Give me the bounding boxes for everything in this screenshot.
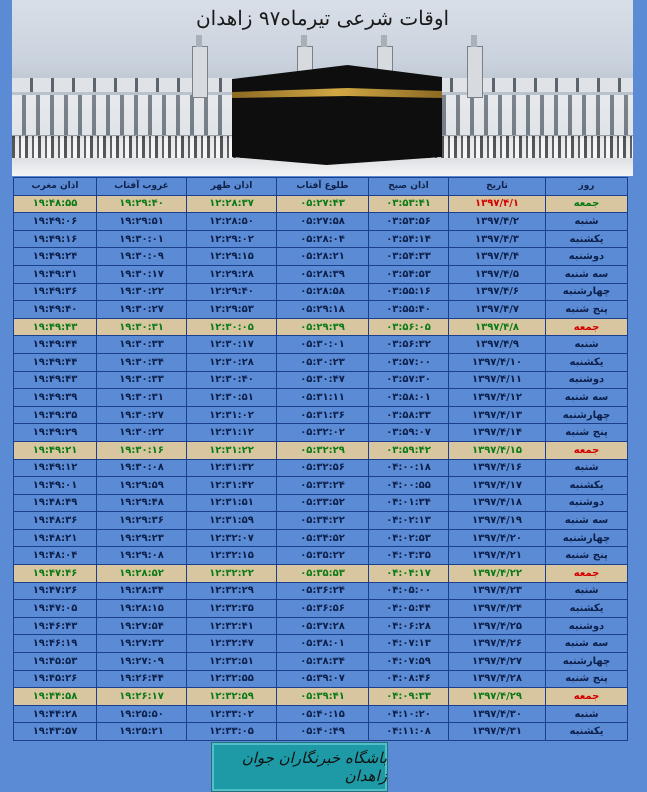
time-cell: ۰۵:۳۰:۴۷ (277, 371, 369, 389)
time-cell: ۱۲:۳۲:۳۵ (187, 600, 277, 618)
time-cell: ۱۲:۳۲:۴۷ (187, 635, 277, 653)
time-cell: ۱۹:۴۹:۴۰ (14, 301, 97, 319)
date-cell: ۱۳۹۷/۴/۲۱ (449, 547, 546, 565)
time-cell: ۱۹:۳۰:۳۳ (97, 336, 187, 354)
time-cell: ۱۲:۳۲:۲۲ (187, 565, 277, 583)
date-cell: ۱۳۹۷/۴/۴ (449, 248, 546, 266)
time-cell: ۰۴:۰۹:۳۳ (369, 688, 449, 706)
time-cell: ۰۴:۰۴:۱۷ (369, 565, 449, 583)
column-header: روز (546, 178, 628, 196)
time-cell: ۰۵:۳۵:۲۲ (277, 547, 369, 565)
time-cell: ۱۲:۳۲:۲۹ (187, 582, 277, 600)
date-cell: ۱۳۹۷/۴/۲۹ (449, 688, 546, 706)
time-cell: ۰۵:۳۱:۱۱ (277, 389, 369, 407)
time-cell: ۰۳:۵۴:۳۳ (369, 248, 449, 266)
prayer-times-table (13, 177, 628, 741)
time-cell: ۱۹:۴۹:۲۹ (14, 424, 97, 442)
time-cell: ۰۵:۳۸:۰۱ (277, 635, 369, 653)
date-cell: ۱۳۹۷/۴/۱۷ (449, 477, 546, 495)
time-cell: ۰۵:۳۴:۲۲ (277, 512, 369, 530)
table-row (14, 705, 628, 723)
day-cell: جمعه (546, 441, 628, 459)
day-cell: چهارشنبه (546, 406, 628, 424)
time-cell: ۱۹:۲۵:۲۱ (97, 723, 187, 741)
time-cell: ۱۲:۳۱:۲۲ (187, 441, 277, 459)
minaret-icon (467, 46, 483, 98)
time-cell: ۱۹:۴۹:۴۳ (14, 371, 97, 389)
time-cell: ۱۹:۴۹:۱۲ (14, 459, 97, 477)
time-cell: ۱۲:۳۳:۰۲ (187, 705, 277, 723)
time-cell: ۱۹:۲۹:۲۳ (97, 529, 187, 547)
time-cell: ۱۹:۴۶:۱۹ (14, 635, 97, 653)
time-cell: ۰۵:۳۵:۵۳ (277, 565, 369, 583)
time-cell: ۱۲:۳۱:۴۲ (187, 477, 277, 495)
date-cell: ۱۳۹۷/۴/۳ (449, 230, 546, 248)
day-cell: پنج شنبه (546, 301, 628, 319)
time-cell: ۰۵:۲۸:۰۴ (277, 230, 369, 248)
time-cell: ۱۹:۴۳:۵۷ (14, 723, 97, 741)
table-row (14, 512, 628, 530)
header-banner (12, 0, 633, 176)
table-row (14, 688, 628, 706)
club-logo (211, 742, 388, 792)
time-cell: ۱۹:۴۹:۰۶ (14, 213, 97, 231)
column-header: اذان مغرب (14, 178, 97, 196)
date-cell: ۱۳۹۷/۴/۳۰ (449, 705, 546, 723)
time-cell: ۰۵:۳۸:۳۴ (277, 653, 369, 671)
table-row (14, 195, 628, 213)
time-cell: ۱۹:۳۰:۰۱ (97, 230, 187, 248)
minaret-icon (192, 46, 208, 98)
time-cell: ۰۴:۰۰:۵۵ (369, 477, 449, 495)
time-cell: ۱۲:۳۱:۵۹ (187, 512, 277, 530)
date-cell: ۱۳۹۷/۴/۱۱ (449, 371, 546, 389)
time-cell: ۰۵:۳۳:۵۲ (277, 494, 369, 512)
time-cell: ۱۹:۲۸:۱۵ (97, 600, 187, 618)
time-cell: ۱۹:۴۹:۲۴ (14, 248, 97, 266)
time-cell: ۱۲:۲۹:۵۳ (187, 301, 277, 319)
day-cell: جمعه (546, 318, 628, 336)
table-row (14, 582, 628, 600)
day-cell: شنبه (546, 213, 628, 231)
table-row (14, 600, 628, 618)
time-cell: ۰۳:۵۳:۵۶ (369, 213, 449, 231)
time-cell: ۱۲:۲۸:۳۷ (187, 195, 277, 213)
time-cell: ۱۹:۳۰:۱۶ (97, 441, 187, 459)
time-cell: ۱۹:۲۹:۵۱ (97, 213, 187, 231)
day-cell: سه شنبه (546, 265, 628, 283)
time-cell: ۰۴:۰۲:۱۳ (369, 512, 449, 530)
table-row (14, 213, 628, 231)
day-cell: پنج شنبه (546, 670, 628, 688)
table-row (14, 301, 628, 319)
time-cell: ۱۹:۳۰:۲۲ (97, 283, 187, 301)
time-cell: ۰۵:۳۲:۵۶ (277, 459, 369, 477)
day-cell: دوشنبه (546, 371, 628, 389)
time-cell: ۰۳:۵۸:۳۳ (369, 406, 449, 424)
time-cell: ۰۳:۵۳:۴۱ (369, 195, 449, 213)
date-cell: ۱۳۹۷/۴/۲۷ (449, 653, 546, 671)
table-header-row (14, 178, 628, 196)
table-row (14, 424, 628, 442)
time-cell: ۱۹:۲۹:۴۰ (97, 195, 187, 213)
time-cell: ۰۵:۳۲:۰۲ (277, 424, 369, 442)
day-cell: دوشنبه (546, 494, 628, 512)
table-row (14, 248, 628, 266)
date-cell: ۱۳۹۷/۴/۲۵ (449, 617, 546, 635)
time-cell: ۰۵:۳۲:۲۹ (277, 441, 369, 459)
table-body (14, 195, 628, 740)
table-row (14, 371, 628, 389)
time-cell: ۱۹:۴۹:۳۶ (14, 283, 97, 301)
time-cell: ۰۳:۵۴:۵۳ (369, 265, 449, 283)
date-cell: ۱۳۹۷/۴/۵ (449, 265, 546, 283)
time-cell: ۰۵:۴۰:۱۵ (277, 705, 369, 723)
time-cell: ۱۹:۲۷:۰۹ (97, 653, 187, 671)
time-cell: ۰۵:۲۸:۳۹ (277, 265, 369, 283)
date-cell: ۱۳۹۷/۴/۲۴ (449, 600, 546, 618)
day-cell: جمعه (546, 195, 628, 213)
time-cell: ۱۲:۳۱:۱۲ (187, 424, 277, 442)
time-cell: ۰۵:۳۷:۲۸ (277, 617, 369, 635)
time-cell: ۱۹:۴۹:۳۱ (14, 265, 97, 283)
table-row (14, 265, 628, 283)
time-cell: ۰۳:۵۹:۰۷ (369, 424, 449, 442)
date-cell: ۱۳۹۷/۴/۳۱ (449, 723, 546, 741)
day-cell: یکشنبه (546, 230, 628, 248)
day-cell: سه شنبه (546, 389, 628, 407)
table-row (14, 441, 628, 459)
time-cell: ۱۲:۲۹:۰۲ (187, 230, 277, 248)
time-cell: ۰۵:۳۰:۰۱ (277, 336, 369, 354)
time-cell: ۱۹:۲۶:۴۴ (97, 670, 187, 688)
time-cell: ۱۹:۳۰:۱۷ (97, 265, 187, 283)
date-cell: ۱۳۹۷/۴/۸ (449, 318, 546, 336)
time-cell: ۱۹:۴۴:۵۸ (14, 688, 97, 706)
time-cell: ۰۴:۰۲:۵۳ (369, 529, 449, 547)
day-cell: چهارشنبه (546, 529, 628, 547)
table-row (14, 635, 628, 653)
day-cell: چهارشنبه (546, 283, 628, 301)
kaaba-image (232, 65, 442, 165)
table-row (14, 565, 628, 583)
time-cell: ۱۹:۴۷:۴۶ (14, 565, 97, 583)
table-row (14, 670, 628, 688)
time-cell: ۰۵:۲۹:۳۹ (277, 318, 369, 336)
day-cell: یکشنبه (546, 723, 628, 741)
time-cell: ۰۴:۱۱:۰۸ (369, 723, 449, 741)
table-row (14, 230, 628, 248)
day-cell: پنج شنبه (546, 424, 628, 442)
time-cell: ۱۹:۳۰:۰۹ (97, 248, 187, 266)
time-cell: ۰۵:۳۴:۵۲ (277, 529, 369, 547)
time-cell: ۰۵:۳۹:۰۷ (277, 670, 369, 688)
time-cell: ۱۹:۴۶:۴۳ (14, 617, 97, 635)
table-row (14, 336, 628, 354)
time-cell: ۱۹:۳۰:۳۱ (97, 318, 187, 336)
time-cell: ۱۹:۴۵:۲۶ (14, 670, 97, 688)
time-cell: ۱۹:۴۸:۳۶ (14, 512, 97, 530)
time-cell: ۱۹:۴۸:۵۵ (14, 195, 97, 213)
time-cell: ۱۹:۲۷:۳۲ (97, 635, 187, 653)
time-cell: ۱۹:۴۹:۱۶ (14, 230, 97, 248)
day-cell: یکشنبه (546, 600, 628, 618)
date-cell: ۱۳۹۷/۴/۲۶ (449, 635, 546, 653)
date-cell: ۱۳۹۷/۴/۷ (449, 301, 546, 319)
date-cell: ۱۳۹۷/۴/۲۰ (449, 529, 546, 547)
time-cell: ۱۹:۴۹:۴۳ (14, 318, 97, 336)
time-cell: ۱۹:۲۸:۵۲ (97, 565, 187, 583)
time-cell: ۱۹:۲۹:۵۹ (97, 477, 187, 495)
column-header: غروب آفتاب (97, 178, 187, 196)
time-cell: ۰۴:۱۰:۲۰ (369, 705, 449, 723)
date-cell: ۱۳۹۷/۴/۲ (449, 213, 546, 231)
time-cell: ۰۵:۳۰:۲۳ (277, 353, 369, 371)
day-cell: چهارشنبه (546, 653, 628, 671)
time-cell: ۱۲:۲۸:۵۰ (187, 213, 277, 231)
time-cell: ۱۹:۴۵:۵۳ (14, 653, 97, 671)
date-cell: ۱۳۹۷/۴/۲۳ (449, 582, 546, 600)
column-header: اذان صبح (369, 178, 449, 196)
table-row (14, 318, 628, 336)
time-cell: ۱۹:۴۹:۴۴ (14, 336, 97, 354)
time-cell: ۱۹:۳۰:۲۲ (97, 424, 187, 442)
time-cell: ۱۹:۴۸:۴۹ (14, 494, 97, 512)
table-row (14, 494, 628, 512)
time-cell: ۰۵:۳۱:۳۶ (277, 406, 369, 424)
time-cell: ۱۹:۳۰:۳۳ (97, 371, 187, 389)
column-header: طلوع آفتاب (277, 178, 369, 196)
time-cell: ۱۲:۳۲:۵۵ (187, 670, 277, 688)
day-cell: دوشنبه (546, 617, 628, 635)
day-cell: شنبه (546, 336, 628, 354)
time-cell: ۱۹:۲۵:۵۰ (97, 705, 187, 723)
time-cell: ۰۴:۰۶:۲۸ (369, 617, 449, 635)
date-cell: ۱۳۹۷/۴/۱۶ (449, 459, 546, 477)
club-logo-text: باشگاه خبرنگاران جوان زاهدان (241, 749, 387, 785)
table-row (14, 459, 628, 477)
time-cell: ۰۳:۵۷:۰۰ (369, 353, 449, 371)
time-cell: ۰۳:۵۶:۰۵ (369, 318, 449, 336)
time-cell: ۰۳:۵۴:۱۴ (369, 230, 449, 248)
time-cell: ۱۲:۳۳:۰۵ (187, 723, 277, 741)
date-cell: ۱۳۹۷/۴/۱۹ (449, 512, 546, 530)
time-cell: ۰۴:۰۸:۴۶ (369, 670, 449, 688)
date-cell: ۱۳۹۷/۴/۱۰ (449, 353, 546, 371)
time-cell: ۰۴:۰۰:۱۸ (369, 459, 449, 477)
day-cell: سه شنبه (546, 512, 628, 530)
table-row (14, 617, 628, 635)
time-cell: ۱۹:۳۰:۳۱ (97, 389, 187, 407)
table-row (14, 477, 628, 495)
time-cell: ۱۲:۳۰:۰۵ (187, 318, 277, 336)
time-cell: ۱۲:۳۲:۰۷ (187, 529, 277, 547)
time-cell: ۰۵:۲۸:۲۱ (277, 248, 369, 266)
date-cell: ۱۳۹۷/۴/۶ (449, 283, 546, 301)
time-cell: ۱۹:۲۹:۳۶ (97, 512, 187, 530)
time-cell: ۰۵:۲۷:۵۸ (277, 213, 369, 231)
time-cell: ۱۲:۳۲:۴۱ (187, 617, 277, 635)
time-cell: ۱۲:۲۹:۲۸ (187, 265, 277, 283)
day-cell: یکشنبه (546, 353, 628, 371)
time-cell: ۱۹:۴۹:۳۹ (14, 389, 97, 407)
time-cell: ۰۵:۲۷:۴۳ (277, 195, 369, 213)
time-cell: ۱۲:۳۰:۴۰ (187, 371, 277, 389)
date-cell: ۱۳۹۷/۴/۱ (449, 195, 546, 213)
table-row (14, 353, 628, 371)
time-cell: ۱۲:۳۲:۵۹ (187, 688, 277, 706)
time-cell: ۱۲:۲۹:۴۰ (187, 283, 277, 301)
table-row (14, 547, 628, 565)
time-cell: ۱۹:۲۶:۱۷ (97, 688, 187, 706)
time-cell: ۰۵:۳۹:۴۱ (277, 688, 369, 706)
time-cell: ۱۹:۴۴:۲۸ (14, 705, 97, 723)
time-cell: ۱۲:۳۰:۵۱ (187, 389, 277, 407)
day-cell: جمعه (546, 688, 628, 706)
time-cell: ۱۲:۳۰:۱۷ (187, 336, 277, 354)
time-cell: ۰۴:۰۵:۴۴ (369, 600, 449, 618)
time-cell: ۰۳:۵۷:۳۰ (369, 371, 449, 389)
time-cell: ۱۲:۳۲:۵۱ (187, 653, 277, 671)
day-cell: یکشنبه (546, 477, 628, 495)
day-cell: دوشنبه (546, 248, 628, 266)
time-cell: ۱۹:۲۹:۰۸ (97, 547, 187, 565)
time-cell: ۰۴:۰۵:۰۰ (369, 582, 449, 600)
table-row (14, 283, 628, 301)
time-cell: ۱۹:۴۹:۰۱ (14, 477, 97, 495)
day-cell: پنج شنبه (546, 547, 628, 565)
time-cell: ۱۲:۳۱:۳۲ (187, 459, 277, 477)
column-header: تاریخ (449, 178, 546, 196)
date-cell: ۱۳۹۷/۴/۱۵ (449, 441, 546, 459)
time-cell: ۱۹:۲۸:۳۴ (97, 582, 187, 600)
date-cell: ۱۳۹۷/۴/۱۲ (449, 389, 546, 407)
time-cell: ۰۳:۵۸:۰۱ (369, 389, 449, 407)
time-cell: ۱۹:۴۸:۰۴ (14, 547, 97, 565)
time-cell: ۱۹:۳۰:۳۴ (97, 353, 187, 371)
date-cell: ۱۳۹۷/۴/۲۸ (449, 670, 546, 688)
time-cell: ۰۵:۴۰:۴۹ (277, 723, 369, 741)
table-row (14, 389, 628, 407)
day-cell: شنبه (546, 582, 628, 600)
time-cell: ۱۹:۴۸:۲۱ (14, 529, 97, 547)
time-cell: ۰۵:۲۹:۱۸ (277, 301, 369, 319)
day-cell: جمعه (546, 565, 628, 583)
time-cell: ۰۴:۰۳:۳۵ (369, 547, 449, 565)
table-row (14, 406, 628, 424)
time-cell: ۱۲:۳۲:۱۵ (187, 547, 277, 565)
time-cell: ۱۹:۴۹:۲۱ (14, 441, 97, 459)
time-cell: ۱۹:۴۷:۲۶ (14, 582, 97, 600)
time-cell: ۰۴:۰۷:۵۹ (369, 653, 449, 671)
time-cell: ۱۲:۳۱:۵۱ (187, 494, 277, 512)
time-cell: ۰۳:۵۹:۴۲ (369, 441, 449, 459)
time-cell: ۱۲:۳۱:۰۲ (187, 406, 277, 424)
time-cell: ۱۹:۳۰:۲۷ (97, 301, 187, 319)
time-cell: ۰۵:۳۳:۲۴ (277, 477, 369, 495)
date-cell: ۱۳۹۷/۴/۱۴ (449, 424, 546, 442)
column-header: اذان ظهر (187, 178, 277, 196)
time-cell: ۰۴:۰۷:۱۳ (369, 635, 449, 653)
day-cell: شنبه (546, 705, 628, 723)
time-cell: ۱۹:۴۹:۴۴ (14, 353, 97, 371)
time-cell: ۰۳:۵۵:۴۰ (369, 301, 449, 319)
time-cell: ۰۵:۳۶:۵۶ (277, 600, 369, 618)
time-cell: ۱۲:۲۹:۱۵ (187, 248, 277, 266)
time-cell: ۱۹:۴۷:۰۵ (14, 600, 97, 618)
page-title: اوقات شرعی تیرماه۹۷ زاهدان (195, 6, 450, 30)
time-cell: ۰۳:۵۵:۱۶ (369, 283, 449, 301)
time-cell: ۰۵:۳۶:۲۴ (277, 582, 369, 600)
time-cell: ۱۹:۴۹:۳۵ (14, 406, 97, 424)
date-cell: ۱۳۹۷/۴/۱۳ (449, 406, 546, 424)
date-cell: ۱۳۹۷/۴/۹ (449, 336, 546, 354)
time-cell: ۰۵:۲۸:۵۸ (277, 283, 369, 301)
day-cell: شنبه (546, 459, 628, 477)
table-row (14, 723, 628, 741)
time-cell: ۱۹:۳۰:۲۷ (97, 406, 187, 424)
day-cell: سه شنبه (546, 635, 628, 653)
date-cell: ۱۳۹۷/۴/۲۲ (449, 565, 546, 583)
table-row (14, 529, 628, 547)
time-cell: ۱۹:۲۷:۵۴ (97, 617, 187, 635)
time-cell: ۰۳:۵۶:۳۲ (369, 336, 449, 354)
time-cell: ۱۹:۳۰:۰۸ (97, 459, 187, 477)
time-cell: ۱۹:۲۹:۴۸ (97, 494, 187, 512)
date-cell: ۱۳۹۷/۴/۱۸ (449, 494, 546, 512)
table-row (14, 653, 628, 671)
time-cell: ۱۲:۳۰:۲۸ (187, 353, 277, 371)
time-cell: ۰۴:۰۱:۳۴ (369, 494, 449, 512)
